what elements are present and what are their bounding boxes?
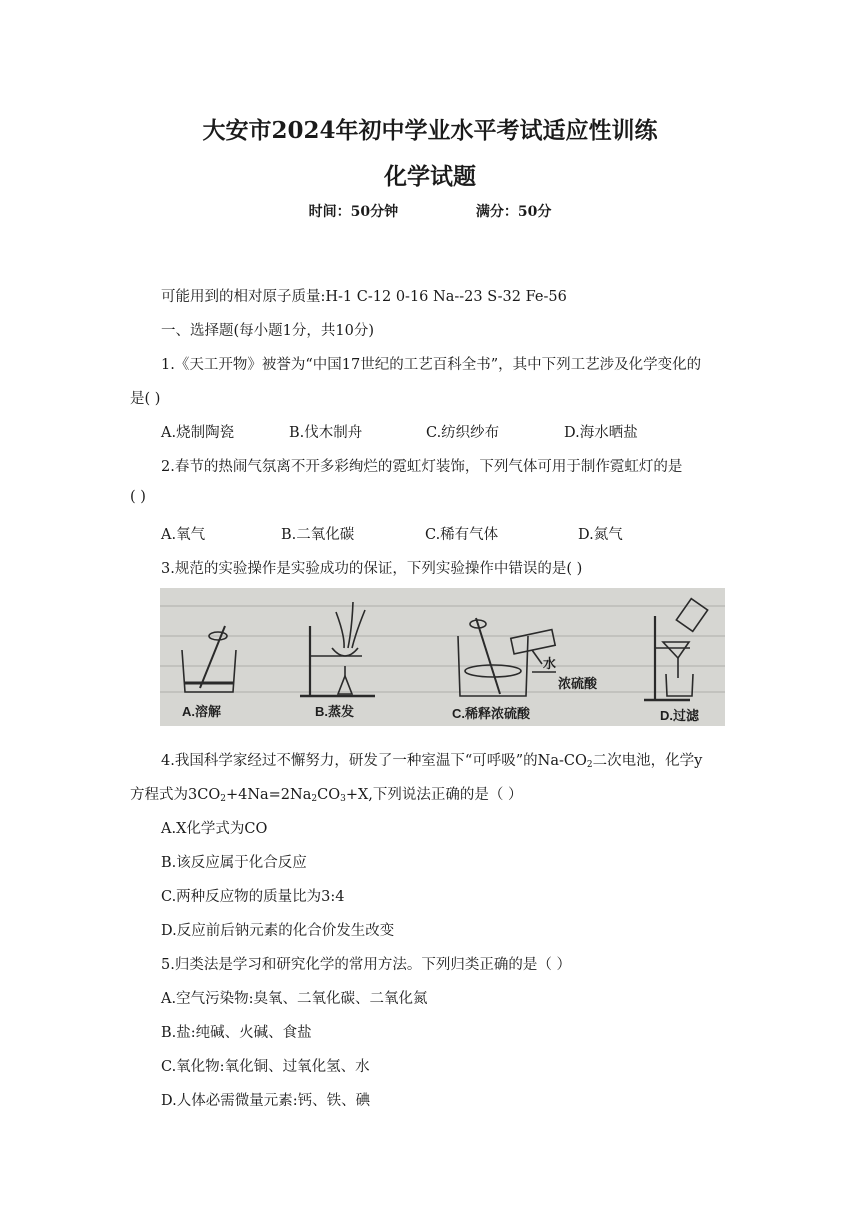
atomic-masses: 可能用到的相对原子质量:H-1 C-12 0-16 Na--23 S-32 Fe-56 [161, 289, 567, 305]
figure-label-c: C.稀释浓硫酸 [452, 706, 531, 721]
option-c: C.稀有气体 [425, 527, 499, 543]
eq-sub-3: 3 [340, 794, 346, 804]
figure-label-a: A.溶解 [182, 704, 222, 719]
option-d: D.氮气 [578, 527, 623, 543]
option-b: B.二氧化碳 [281, 527, 355, 543]
option-a: A.烧制陶瓷 [161, 425, 235, 441]
question-3-stem: 3.规范的实验操作是实验成功的保证，下列实验操作中错误的是( ) [161, 561, 583, 577]
q4-sub-1: 2 [586, 760, 593, 770]
eq-part-4: +X,下列说法正确的是（ ） [345, 787, 523, 803]
question-2-stem-cont: ( ) [130, 489, 146, 505]
question-2-options [161, 523, 623, 544]
question-4-stem [161, 749, 702, 770]
callout-acid: 浓硫酸 [558, 676, 598, 691]
eq-sub-1: 2 [220, 794, 226, 804]
option-d: D.反应前后钠元素的化合价发生改变 [161, 923, 395, 939]
option-b: B.盐:纯碱、火碱、食盐 [161, 1025, 312, 1041]
figure-label-b: B.蒸发 [315, 704, 355, 719]
eq-part-1: 方程式为3CO [130, 787, 221, 803]
page-subtitle: 化学试题 [384, 163, 476, 190]
lab-operations-figure [160, 588, 725, 726]
callout-water: 水 [543, 656, 557, 671]
option-a: A.空气污染物:臭氧、二氧化碳、二氧化氮 [161, 991, 428, 1007]
question-5-stem: 5.归类法是学习和研究化学的常用方法。下列归类正确的是（ ） [161, 957, 571, 973]
question-1-stem-cont: 是( ) [130, 391, 161, 407]
question-2-stem: 2.春节的热闹气氛离不开多彩绚烂的霓虹灯装饰，下列气体可用于制作霓虹灯的是 [161, 459, 683, 475]
option-a: A.氧气 [161, 527, 206, 543]
option-c: C.纺织纱布 [426, 425, 500, 441]
option-a: A.X化学式为CO [161, 821, 268, 837]
q4-text-1: 4.我国科学家经过不懈努力，研发了一种室温下“可呼吸”的Na-CO [161, 753, 587, 769]
option-b: B.伐木制舟 [289, 425, 363, 441]
figure-label-d: D.过滤 [660, 708, 700, 723]
question-1-stem: 1.《天工开物》被誉为“中国17世纪的工艺百科全书”，其中下列工艺涉及化学变化的 [161, 357, 702, 373]
option-c: C.两种反应物的质量比为3:4 [161, 889, 345, 905]
eq-part-3: CO [317, 787, 341, 803]
question-4-equation [130, 783, 523, 804]
q4-text-2: 二次电池，化学y [592, 753, 703, 769]
eq-sub-2: 2 [311, 794, 318, 804]
exam-time: 时间：50分钟 [308, 204, 399, 220]
page-title: 大安市2024年初中学业水平考试适应性训练 [202, 117, 658, 144]
exam-meta [0, 201, 860, 221]
option-d: D.人体必需微量元素:钙、铁、碘 [161, 1093, 371, 1109]
option-c: C.氧化物:氧化铜、过氧化氢、水 [161, 1059, 370, 1075]
question-1-options [161, 421, 638, 442]
exam-score: 满分：50分 [475, 204, 552, 220]
option-b: B.该反应属于化合反应 [161, 855, 307, 871]
eq-part-2: +4Na=2Na [225, 787, 312, 803]
section-heading: 一、选择题(每小题1分，共10分) [161, 323, 374, 339]
option-d: D.海水晒盐 [564, 425, 638, 441]
